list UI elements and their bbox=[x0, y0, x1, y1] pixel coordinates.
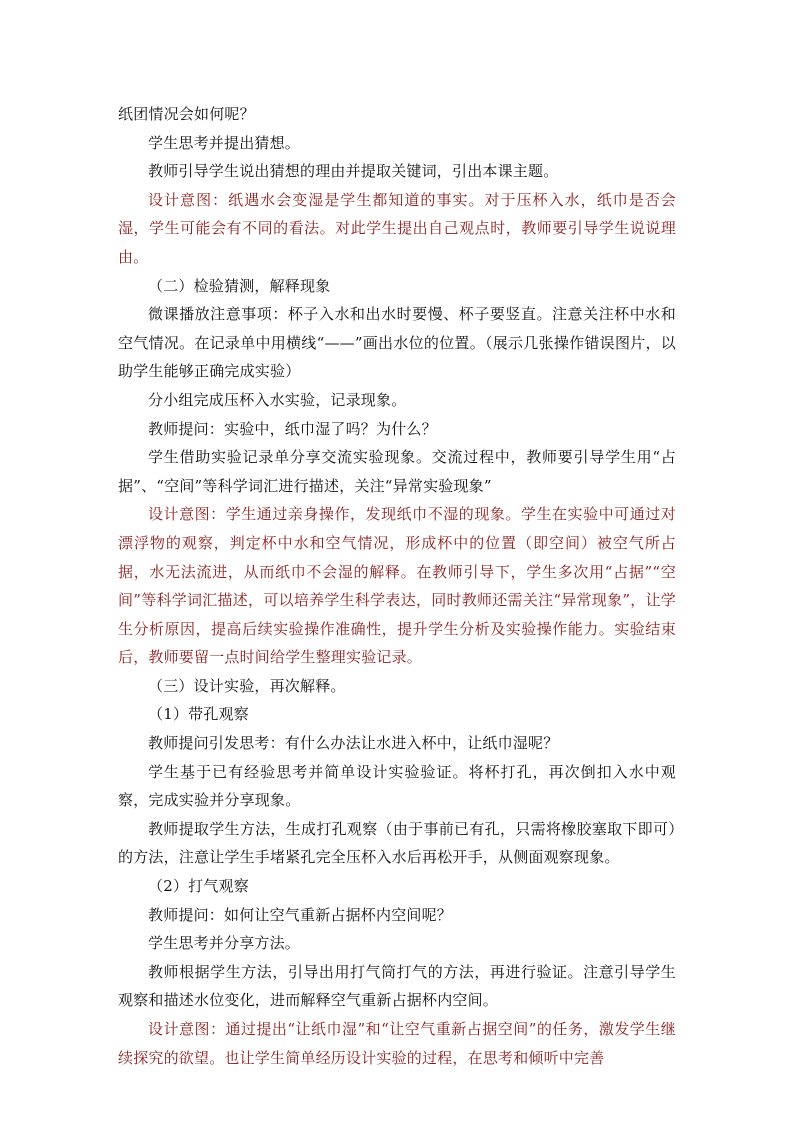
section-heading: （三）设计实验，再次解释。 bbox=[148, 676, 346, 695]
paragraph: 学生基于已有经验思考并简单设计实验验证。将杯打孔，再次倒扣入水中观察，完成实验并分享现象。 bbox=[118, 762, 676, 810]
paragraph: 教师提问：如何让空气重新占据杯内空间呢？ bbox=[148, 905, 453, 924]
design-intent-paragraph: 设计意图：通过提出“让纸巾湿”和“让空气重新占据空间”的任务，激发学生继续探究的欲望。也让学生简单经历设计实验的过程，在思考和倾听中完善 bbox=[118, 1020, 676, 1067]
paragraph: 学生思考并分享方法。 bbox=[148, 934, 301, 953]
paragraph: 教师提问引发思考：有什么办法让水进入杯中，让纸巾湿呢？ bbox=[148, 734, 559, 753]
paragraph: 教师提问：实验中，纸巾湿了吗？为什么？ bbox=[148, 419, 437, 438]
paragraph: 教师根据学生方法，引导出用打气筒打气的方法，再进行验证。注意引导学生观察和描述水位变化，进而解释空气重新占据杯内空间。 bbox=[118, 962, 676, 1010]
design-intent-paragraph: 设计意图：纸遇水会变湿是学生都知道的事实。对于压杯入水，纸巾是否会湿，学生可能会有不同的看法。对此学生提出自己观点时，教师要引导学生说说理由。 bbox=[118, 190, 676, 266]
paragraph: 学生思考并提出猜想。 bbox=[148, 133, 301, 152]
design-intent-paragraph: 设计意图：学生通过亲身操作，发现纸巾不湿的现象。学生在实验中可通过对漂浮物的观察，判定杯中水和空气情况，形成杯中的位置（即空间）被空气所占据，水无法流进，从而纸巾不会湿的解释。在教师引导下，学生多次用“占据”“空间”等科学词汇描述，可以培养学生科学表达，同时教师还需关注“异常现象”，让学生分析原因，提高后续实验操作准确性，提升学生分析及实验操作能力。实验结束后，教师要留一点时间给学生整理实验记录。 bbox=[118, 505, 676, 667]
paragraph: 教师引导学生说出猜想的理由并提取关键词，引出本课主题。 bbox=[148, 162, 559, 181]
section-heading: （二）检验猜测，解释现象 bbox=[148, 276, 331, 295]
paragraph: 教师提取学生方法，生成打孔观察（由于事前已有孔，只需将橡胶塞取下即可）的方法，注意让学生手堵紧孔完全压杯入水后再松开手，从侧面观察现象。 bbox=[118, 819, 676, 867]
document-body bbox=[118, 100, 676, 1072]
paragraph: 学生借助实验记录单分享交流实验现象。交流过程中，教师要引导学生用“占据”、“空间”等科学词汇进行描述，关注“异常实验现象” bbox=[118, 448, 676, 495]
paragraph: 微课播放注意事项：杯子入水和出水时要慢、杯子要竖直。注意关注杯中水和空气情况。在记录单中用横线“——”画出水位的位置。（展示几张操作错误图片，以助学生能够正确完成实验） bbox=[118, 305, 676, 381]
paragraph: 纸团情况会如何呢？ bbox=[118, 105, 255, 123]
subsection-heading: （1）带孔观察 bbox=[148, 705, 249, 724]
paragraph: 分小组完成压杯入水实验，记录现象。 bbox=[148, 390, 407, 409]
subsection-heading: （2）打气观察 bbox=[148, 877, 249, 896]
